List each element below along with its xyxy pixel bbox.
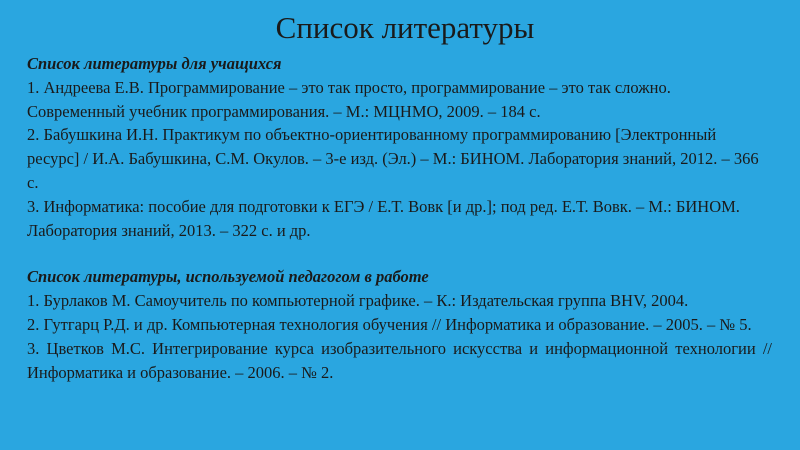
list-item: 3. Цветков М.С. Интегрирование курса изобразительного искусства и информационной технологии //Информатика и образование. – 2006. – № 2. [27,338,772,382]
list-item: 2. Бабушкина И.Н. Практикум по объектно-ориентированному программированию [Электронный ресурс] / И.А. Бабушкина, С.М. Окулов. – 3-е изд. (Эл.) – М.: БИНОМ. Лаборатория знаний, 2012. – 366 с. [27,125,759,192]
students-reference-list [27,76,772,243]
teacher-section-heading: Список литературы, используемой педагогом в работе [27,267,429,287]
list-item: 2. Гутгарц Р.Д. и др. Компьютерная технология обучения // Информатика и образование. – 2005. – № 5. [27,314,752,334]
teacher-reference-list [27,289,772,384]
list-item: 3. Информатика: пособие для подготовки к ЕГЭ / Е.Т. Вовк [и др.]; под ред. Е.Т. Вовк. – М.: БИНОМ. Лаборатория знаний, 2013. – 322 с. и др. [27,196,740,240]
list-item: 1. Андреева Е.В. Программирование – это так просто, программирование – это так сложно. Современный учебник программирования. – М.: МЦНМО, 2009. – 184 с. [27,77,671,121]
slide-title: Список литературы [275,10,535,45]
list-item: 1. Бурлаков М. Самоучитель по компьютерной графике. – К.: Издательская группа BHV, 2004. [27,291,689,311]
students-section-heading: Список литературы для учащихся [27,54,282,73]
slide-body [27,52,772,384]
section-spacer [27,242,772,265]
